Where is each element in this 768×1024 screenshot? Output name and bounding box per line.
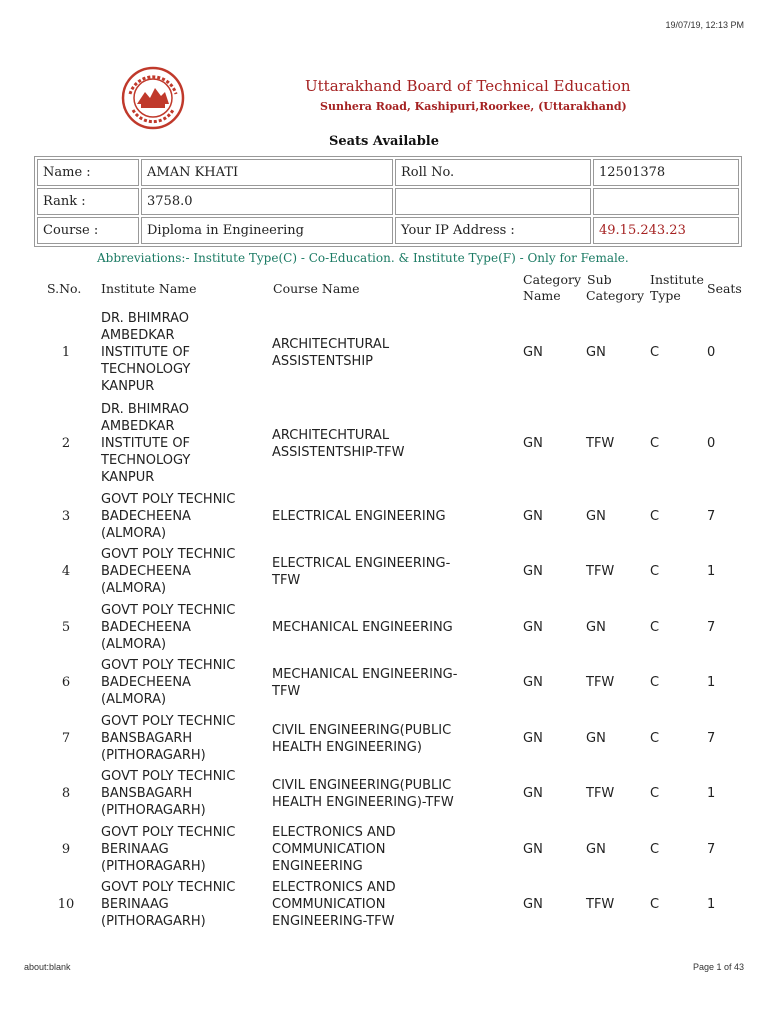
institute-name-line: GOVT POLY TECHNIC (101, 603, 236, 618)
row-sub-category: GN (586, 345, 606, 360)
row-institute-type: C (650, 564, 660, 579)
table-row (0, 491, 768, 542)
header-sno: S.No. (47, 281, 82, 296)
ip-value: 49.15.243.23 (593, 217, 739, 244)
row-sno: 8 (61, 786, 71, 801)
row-institute-name (101, 546, 271, 597)
institute-name-line: BANSBAGARH (101, 786, 193, 801)
table-row (0, 400, 768, 487)
row-seats: 0 (707, 345, 716, 360)
info-row-rank (37, 188, 739, 215)
row-sno: 1 (61, 345, 71, 360)
row-sno: 5 (61, 620, 71, 635)
row-sub-category: GN (586, 620, 606, 635)
table-row (0, 713, 768, 764)
row-category: GN (523, 842, 543, 857)
course-name-line: ELECTRONICS AND (272, 880, 396, 895)
print-url: about:blank (24, 962, 71, 972)
row-category: GN (523, 509, 543, 524)
institute-name-line: INSTITUTE OF (101, 436, 191, 451)
row-course-name (272, 619, 512, 636)
row-institute-type: C (650, 436, 660, 451)
row-institute-type: C (650, 675, 660, 690)
ip-label: Your IP Address : (395, 217, 591, 244)
course-name-line: MECHANICAL ENGINEERING (272, 620, 453, 635)
course-name-line: ENGINEERING-TFW (272, 914, 395, 929)
name-value: AMAN KHATI (141, 159, 393, 186)
header-category (523, 272, 581, 304)
institute-name-line: (ALMORA) (101, 637, 167, 652)
row-category: GN (523, 564, 543, 579)
row-sno: 3 (61, 509, 71, 524)
page-title: Seats Available (328, 134, 440, 149)
row-seats: 0 (707, 436, 716, 451)
row-course-name (272, 336, 512, 370)
header-seats: Seats (707, 281, 742, 296)
header-category-line2: Name (523, 288, 561, 303)
roll-label: Roll No. (395, 159, 591, 186)
institute-name-line: BADECHEENA (101, 620, 191, 635)
row-institute-name (101, 602, 271, 653)
table-row (0, 824, 768, 875)
table-row (0, 546, 768, 597)
candidate-info-table (34, 156, 742, 247)
row-institute-type: C (650, 842, 660, 857)
row-sno: 6 (61, 675, 71, 690)
header-type-line2: Type (650, 288, 681, 303)
institute-name-line: BERINAAG (101, 842, 169, 857)
course-name-line: ASSISTENTSHIP (272, 354, 374, 369)
course-name-line: ARCHITECHTURAL (272, 337, 390, 352)
rank-value: 3758.0 (141, 188, 393, 215)
table-row (0, 309, 768, 396)
row-institute-name (101, 713, 271, 764)
institute-name-line: (ALMORA) (101, 692, 167, 707)
institute-name-line: GOVT POLY TECHNIC (101, 880, 236, 895)
header-course: Course Name (273, 281, 360, 296)
info-row-name (37, 159, 739, 186)
course-name-line: HEALTH ENGINEERING) (272, 740, 422, 755)
course-name-line: ELECTRONICS AND (272, 825, 396, 840)
institute-name-line: TECHNOLOGY (101, 453, 191, 468)
row-course-name (272, 777, 512, 811)
print-datetime: 19/07/19, 12:13 PM (665, 20, 744, 30)
course-name-line: COMMUNICATION (272, 842, 386, 857)
row-category: GN (523, 675, 543, 690)
info-row-course (37, 217, 739, 244)
table-row (0, 879, 768, 930)
course-name-line: ELECTRICAL ENGINEERING- (272, 556, 451, 571)
row-institute-name (101, 879, 271, 930)
course-name-line: MECHANICAL ENGINEERING- (272, 667, 458, 682)
header-sub-line1: Sub (587, 272, 612, 287)
org-address: Sunhera Road, Kashipuri,Roorkee, (Uttarakhand) (320, 100, 627, 113)
institute-name-line: GOVT POLY TECHNIC (101, 547, 236, 562)
header-institute: Institute Name (101, 281, 197, 296)
table-row (0, 602, 768, 653)
row-sno: 10 (57, 897, 75, 912)
course-name-line: ELECTRICAL ENGINEERING (272, 509, 446, 524)
roll-value: 12501378 (593, 159, 739, 186)
row-sno: 9 (61, 842, 71, 857)
institute-name-line: KANPUR (101, 379, 155, 394)
row-course-name (272, 722, 512, 756)
course-name-line: HEALTH ENGINEERING)-TFW (272, 795, 454, 810)
row-sub-category: GN (586, 509, 606, 524)
row-course-name (272, 879, 512, 930)
institute-name-line: (ALMORA) (101, 581, 167, 596)
row-category: GN (523, 345, 543, 360)
row-category: GN (523, 436, 543, 451)
row-sno: 2 (61, 436, 71, 451)
course-name-line: ASSISTENTSHIP-TFW (272, 445, 405, 460)
institute-name-line: BADECHEENA (101, 509, 191, 524)
row-category: GN (523, 620, 543, 635)
empty-cell (593, 188, 739, 215)
row-institute-type: C (650, 345, 660, 360)
institute-name-line: KANPUR (101, 470, 155, 485)
row-sno: 4 (61, 564, 71, 579)
header-sub-category (586, 272, 644, 304)
abbreviations-note: Abbreviations:- Institute Type(C) - Co-Education. & Institute Type(F) - Only for Female. (97, 251, 629, 265)
row-sub-category: TFW (586, 675, 615, 690)
course-name-line: CIVIL ENGINEERING(PUBLIC (272, 723, 452, 738)
row-sub-category: GN (586, 842, 606, 857)
institute-name-line: DR. BHIMRAO (101, 311, 189, 326)
row-seats: 7 (707, 620, 716, 635)
institute-name-line: INSTITUTE OF (101, 345, 191, 360)
row-course-name (272, 508, 512, 525)
institute-name-line: (PITHORAGARH) (101, 803, 206, 818)
row-sub-category: TFW (586, 897, 615, 912)
board-emblem-icon (121, 66, 185, 130)
page-number: Page 1 of 43 (692, 962, 744, 972)
course-name-line: ARCHITECHTURAL (272, 428, 390, 443)
institute-name-line: BADECHEENA (101, 564, 191, 579)
course-name-line: CIVIL ENGINEERING(PUBLIC (272, 778, 452, 793)
row-institute-type: C (650, 897, 660, 912)
row-category: GN (523, 731, 543, 746)
row-institute-type: C (650, 620, 660, 635)
institute-name-line: (PITHORAGARH) (101, 748, 206, 763)
row-sub-category: TFW (586, 564, 615, 579)
header-category-line1: Category (523, 272, 582, 287)
course-name-line: TFW (272, 684, 301, 699)
header-type-line1: Institute (650, 272, 704, 287)
row-sub-category: GN (586, 731, 606, 746)
rank-label: Rank : (37, 188, 139, 215)
header-institute-type (650, 272, 704, 304)
institute-name-line: GOVT POLY TECHNIC (101, 492, 236, 507)
row-seats: 1 (707, 897, 716, 912)
row-institute-name (101, 824, 271, 875)
course-name-line: COMMUNICATION (272, 897, 386, 912)
institute-name-line: BANSBAGARH (101, 731, 193, 746)
row-seats: 7 (707, 731, 716, 746)
institute-name-line: (PITHORAGARH) (101, 914, 206, 929)
row-institute-type: C (650, 786, 660, 801)
institute-name-line: GOVT POLY TECHNIC (101, 658, 236, 673)
empty-cell (395, 188, 591, 215)
row-institute-name (101, 657, 271, 708)
institute-name-line: (ALMORA) (101, 526, 167, 541)
row-course-name (272, 555, 512, 589)
row-seats: 1 (707, 564, 716, 579)
institute-name-line: BADECHEENA (101, 675, 191, 690)
institute-name-line: AMBEDKAR (101, 328, 175, 343)
course-label: Course : (37, 217, 139, 244)
institute-name-line: DR. BHIMRAO (101, 402, 189, 417)
row-seats: 1 (707, 786, 716, 801)
row-institute-name (101, 401, 271, 486)
institute-name-line: (PITHORAGARH) (101, 859, 206, 874)
table-row (0, 657, 768, 708)
header-sub-line2: Category (586, 288, 645, 303)
institute-name-line: GOVT POLY TECHNIC (101, 825, 236, 840)
row-sub-category: TFW (586, 436, 615, 451)
table-row (0, 768, 768, 819)
institute-name-line: GOVT POLY TECHNIC (101, 769, 236, 784)
row-sub-category: TFW (586, 786, 615, 801)
row-course-name (272, 427, 512, 461)
row-institute-type: C (650, 731, 660, 746)
row-seats: 1 (707, 675, 716, 690)
row-category: GN (523, 897, 543, 912)
institute-name-line: AMBEDKAR (101, 419, 175, 434)
row-sno: 7 (61, 731, 71, 746)
course-name-line: ENGINEERING (272, 859, 363, 874)
row-institute-type: C (650, 509, 660, 524)
row-seats: 7 (707, 842, 716, 857)
row-course-name (272, 824, 512, 875)
row-seats: 7 (707, 509, 716, 524)
course-name-line: TFW (272, 573, 301, 588)
row-institute-name (101, 310, 271, 395)
org-title: Uttarakhand Board of Technical Education (305, 77, 631, 95)
row-category: GN (523, 786, 543, 801)
row-institute-name (101, 768, 271, 819)
institute-name-line: BERINAAG (101, 897, 169, 912)
row-course-name (272, 666, 512, 700)
row-institute-name (101, 491, 271, 542)
course-value: Diploma in Engineering (141, 217, 393, 244)
name-label: Name : (37, 159, 139, 186)
institute-name-line: TECHNOLOGY (101, 362, 191, 377)
institute-name-line: GOVT POLY TECHNIC (101, 714, 236, 729)
